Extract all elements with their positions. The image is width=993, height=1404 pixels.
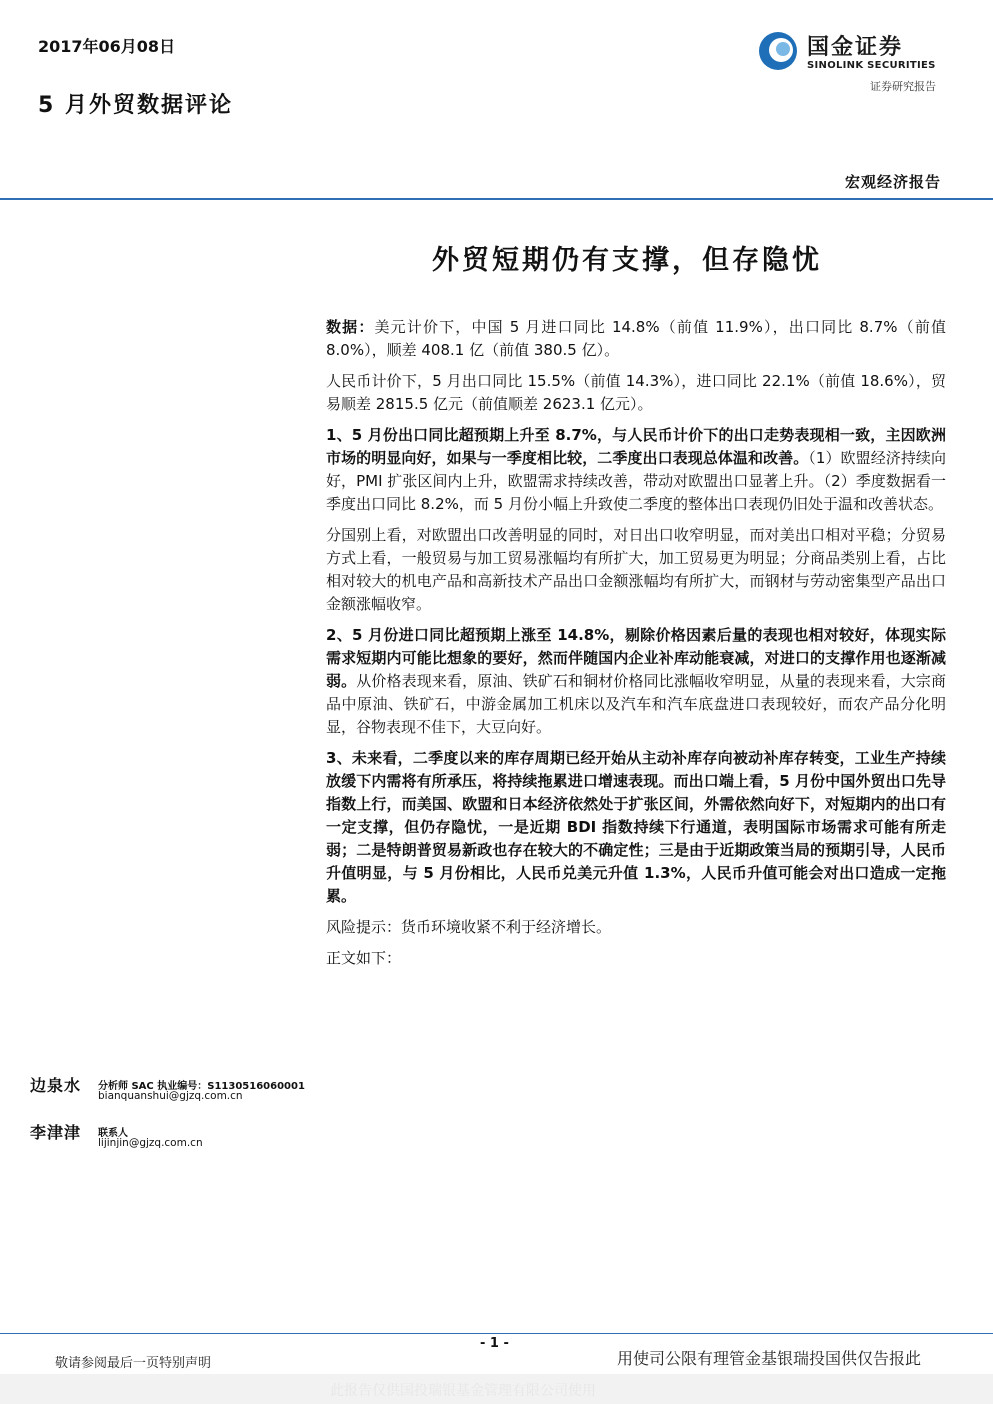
report-headline: 外贸短期仍有支撑，但存隐忧 <box>432 245 822 276</box>
analyst-card <box>30 1073 330 1119</box>
paragraph-data-rmb: 人民币计价下，5 月出口同比 15.5%（前值 14.3%），进口同比 22.1%（前值 18.6%），贸易顺差 2815.5 亿元（前值顺差 2623.1 亿元）。 <box>326 372 946 413</box>
paragraph-outlook <box>326 747 946 908</box>
paragraph-bold-lead: 3、未来看，二季度以来的库存周期已经开始从主动补库存向被动补库存转变，工业生产持续放缓下内需将有所承压，将持续拖累进口增速表现。而出口端上看，5 月份中国外贸出口先导指数上行，而美国、欧盟和日本经济依然处于扩张区间，外需依然向好下，对短期内的出口有一定支撑，但仍存隐忧，一是近期 BDI 指数持续下行通道，表明国际市场需求可能有所走弱；二是特朗普贸易新政也存在较大的不确定性；三是由于近期政策当局的预期引导，人民币升值明显，与 5 月份相比，人民币兑美元升值 1.3%，人民币升值可能会对出口造成一定拖累。 <box>326 749 946 905</box>
analyst-name: 李津津 <box>30 1123 82 1142</box>
analyst-role: 分析师 SAC 执业编号：S1130516060001 <box>98 1081 305 1092</box>
footer-watermark: 此报告仅供国投瑞银基金管理有限公司使用 <box>330 1383 596 1399</box>
logo-mark-icon <box>757 30 799 72</box>
paragraph-text: （1）欧盟经济持续向好，PMI 扩张区间内上升，欧盟需求持续改善，带动对欧盟出口显著上升。（2）季度数据看一季度出口同比 8.2%，而 5 月份小幅上升致使二季度的整体出口表现仍旧处于温和改善状态。 <box>326 449 946 513</box>
footer-notice: 用使司公限有理管金基银瑞投国供仅告报此 <box>617 1349 922 1368</box>
paragraph-breakdown: 分国别上看，对欧盟出口改善明显的同时，对日出口收窄明显，而对美出口相对平稳；分贸易方式上看，一般贸易与加工贸易涨幅均有所扩大，加工贸易更为明显；分商品类别上看，占比相对较大的机电产品和高新技术产品出口金额涨幅均有所扩大，而钢材与劳动密集型产品出口金额涨幅收窄。 <box>326 526 946 613</box>
paragraph-intro: 正文如下： <box>326 949 402 967</box>
series-title: 5 月外贸数据评论 <box>38 93 233 118</box>
footer-divider <box>0 1333 993 1334</box>
paragraph-data-usd <box>326 316 946 362</box>
page-number: - 1 - <box>480 1336 509 1351</box>
report-type: 宏观经济报告 <box>844 173 941 191</box>
paragraph-lead: 数据： <box>326 318 375 336</box>
paragraph-exports <box>326 424 946 516</box>
report-date: 2017年06月08日 <box>38 37 176 56</box>
paragraph-imports <box>326 624 946 739</box>
paragraph-bold-lead: 1、5 月份出口同比超预期上升至 8.7%，与人民币计价下的出口走势表现相一致，主因欧洲市场的明显向好，如果与一季度相比较，二季度出口表现总体温和改善。 <box>326 426 946 467</box>
report-body <box>326 316 946 978</box>
logo-name-en: SINOLINK SECURITIES <box>807 60 936 71</box>
paragraph-bold-lead: 2、5 月份进口同比超预期上涨至 14.8%，剔除价格因素后量的表现也相对较好，体现实际需求短期内可能比想象的要好，然而伴随国内企业补库动能衰减，对进口的支撑作用也逐渐减弱。 <box>326 626 946 690</box>
paragraph-risk: 风险提示：货币环境收紧不利于经济增长。 <box>326 918 612 936</box>
company-logo <box>757 30 947 80</box>
logo-name-cn: 国金证券 <box>807 35 904 60</box>
analyst-role: 联系人 <box>98 1128 128 1139</box>
paragraph-text: 美元计价下，中国 5 月进口同比 14.8%（前值 11.9%），出口同比 8.7%（前值 8.0%），顺差 408.1 亿（前值 380.5 亿）。 <box>326 318 946 359</box>
logo-subtitle: 证券研究报告 <box>870 80 936 93</box>
header-divider <box>0 198 993 200</box>
analyst-card <box>30 1120 330 1166</box>
analyst-email[interactable]: lijinjin@gjzq.com.cn <box>98 1137 203 1149</box>
footer-disclaimer: 敬请参阅最后一页特别声明 <box>55 1356 212 1371</box>
analyst-name: 边泉水 <box>30 1076 82 1095</box>
paragraph-text: 从价格表现来看，原油、铁矿石和铜材价格同比涨幅收窄明显，从量的表现来看，大宗商品中原油、铁矿石，中游金属加工机床以及汽车和汽车底盘进口表现较好，而农产品分化明显，谷物表现不佳下，大豆向好。 <box>326 672 946 736</box>
analyst-email[interactable]: bianquanshui@gjzq.com.cn <box>98 1090 243 1102</box>
